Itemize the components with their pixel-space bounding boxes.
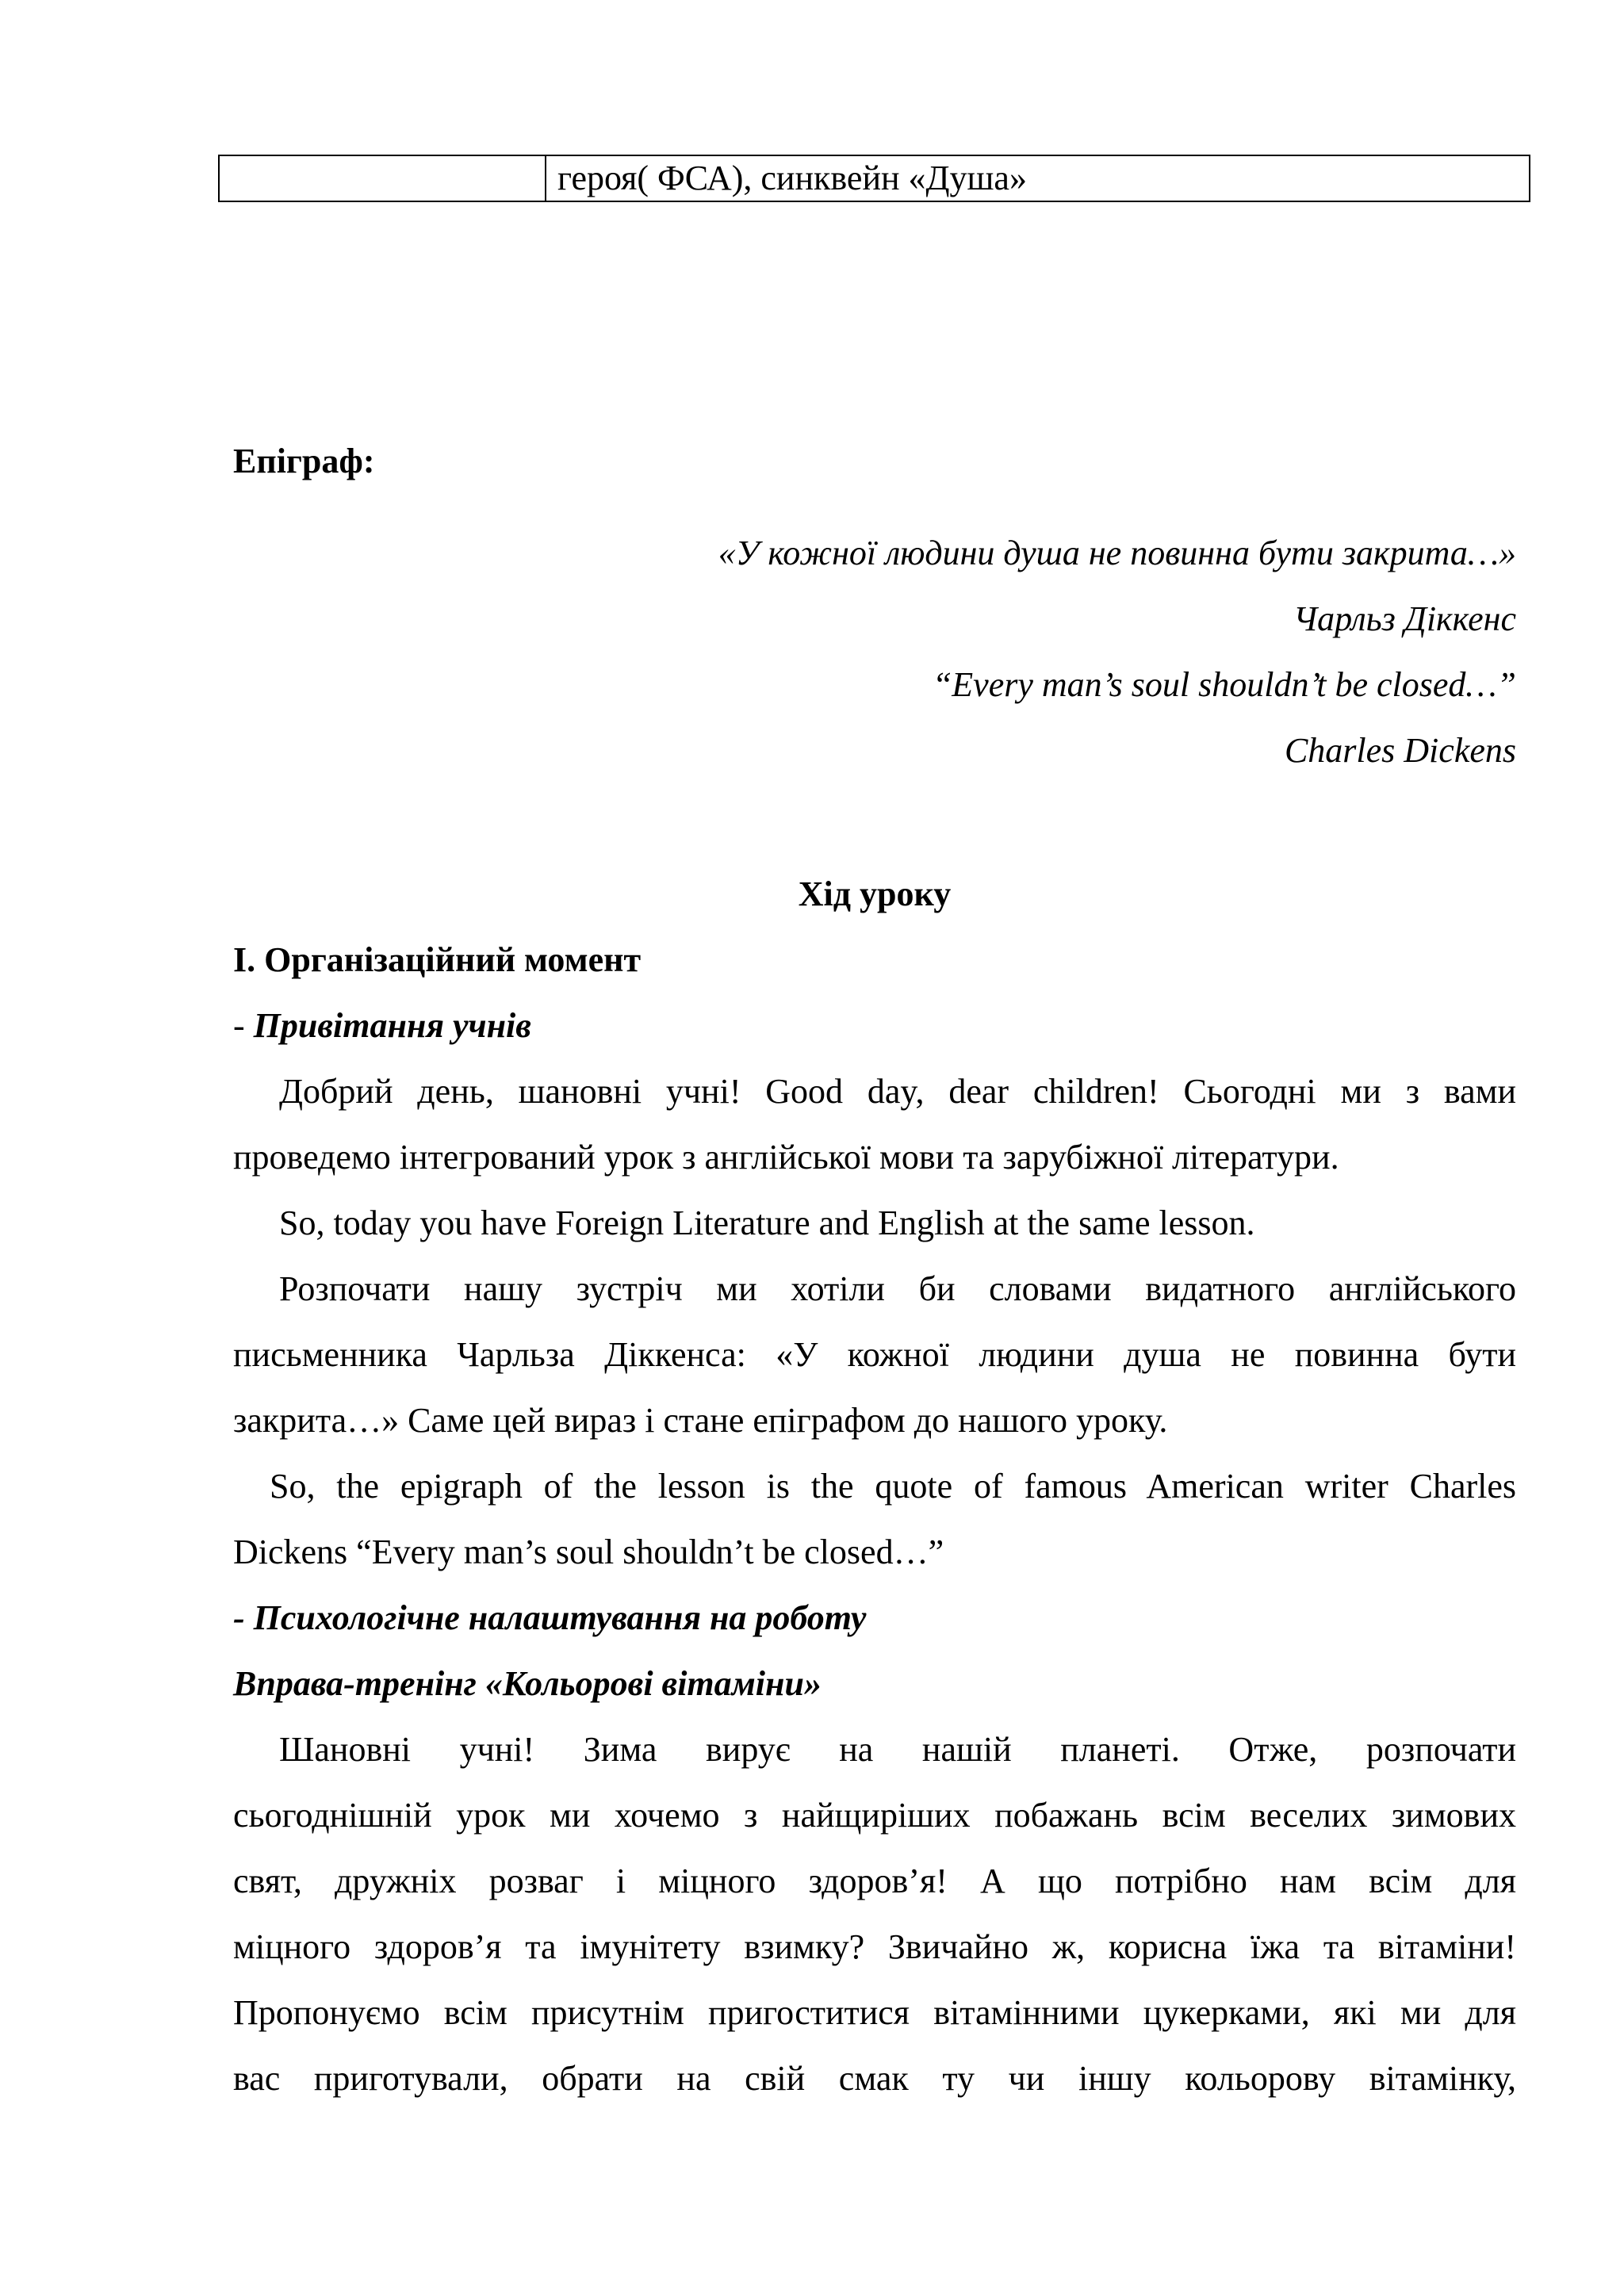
paragraph-line: сьогоднішній урок ми хочемо з найщиріших побажань всім веселих зимових bbox=[233, 1796, 1516, 1835]
epigraph-author-en: Charles Dickens bbox=[1284, 731, 1516, 770]
table-cell-empty bbox=[219, 155, 546, 201]
paragraph-line: міцного здоров’я та імунітету взимку? Звичайно ж, корисна їжа та вітаміни! bbox=[233, 1927, 1516, 1966]
paragraph-line: закрита…» Саме цей вираз і стане епіграфом до нашого уроку. bbox=[233, 1401, 1168, 1440]
paragraph-line: Розпочати нашу зустріч ми хотіли би словами видатного англійського bbox=[279, 1269, 1516, 1308]
psych-heading: - Психологічне налаштування на роботу bbox=[233, 1598, 867, 1637]
paragraph-line: вас приготували, обрати на свій смак ту чи іншу кольорову вітамінку, bbox=[233, 2059, 1516, 2098]
epigraph-quote-en: “Every man’s soul shouldn’t be closed…” bbox=[932, 665, 1516, 704]
table-row bbox=[219, 155, 1530, 201]
paragraph-line: Добрий день, шановні учні! Good day, dear children! Сьогодні ми з вами bbox=[279, 1072, 1516, 1111]
paragraph-line: So, the epigraph of the lesson is the quote of famous American writer Charles bbox=[270, 1467, 1516, 1506]
paragraph-line: So, today you have Foreign Literature and English at the same lesson. bbox=[279, 1203, 1255, 1242]
paragraph-line: Dickens “Every man’s soul shouldn’t be closed…” bbox=[233, 1533, 944, 1571]
paragraph-line: проведемо інтегрований урок з англійської мови та зарубіжної літератури. bbox=[233, 1138, 1339, 1177]
greeting-dash: - bbox=[233, 1006, 254, 1045]
greeting-heading bbox=[233, 1004, 1516, 1048]
epigraph-quote-ua: «У кожної людини душа не повинна бути закрита…» bbox=[718, 534, 1516, 572]
exercise-heading: Вправа-тренінг «Кольорові вітаміни» bbox=[233, 1664, 822, 1703]
table-fragment bbox=[218, 155, 1530, 202]
paragraph-line: свят, дружніх розваг і міцного здоров’я! А що потрібно нам всім для bbox=[233, 1862, 1516, 1900]
epigraph-heading: Епіграф: bbox=[233, 442, 375, 480]
lesson-title: Хід уроку bbox=[798, 874, 952, 913]
paragraph-line: Шановні учні! Зима вирує на нашій планеті. Отже, розпочати bbox=[279, 1730, 1516, 1769]
table-cell-text: героя( ФСА), синквейн «Душа» bbox=[546, 155, 1530, 201]
section-heading: І. Організаційний момент bbox=[233, 940, 642, 979]
epigraph-author-ua: Чарльз Діккенс bbox=[1293, 599, 1516, 638]
paragraph-line: письменника Чарльза Діккенса: «У кожної людини душа не повинна бути bbox=[233, 1335, 1516, 1374]
greeting-heading-text: Привітання учнів bbox=[253, 1006, 531, 1045]
paragraph-line: Пропонуємо всім присутнім пригоститися вітамінними цукерками, які ми для bbox=[233, 1993, 1516, 2032]
